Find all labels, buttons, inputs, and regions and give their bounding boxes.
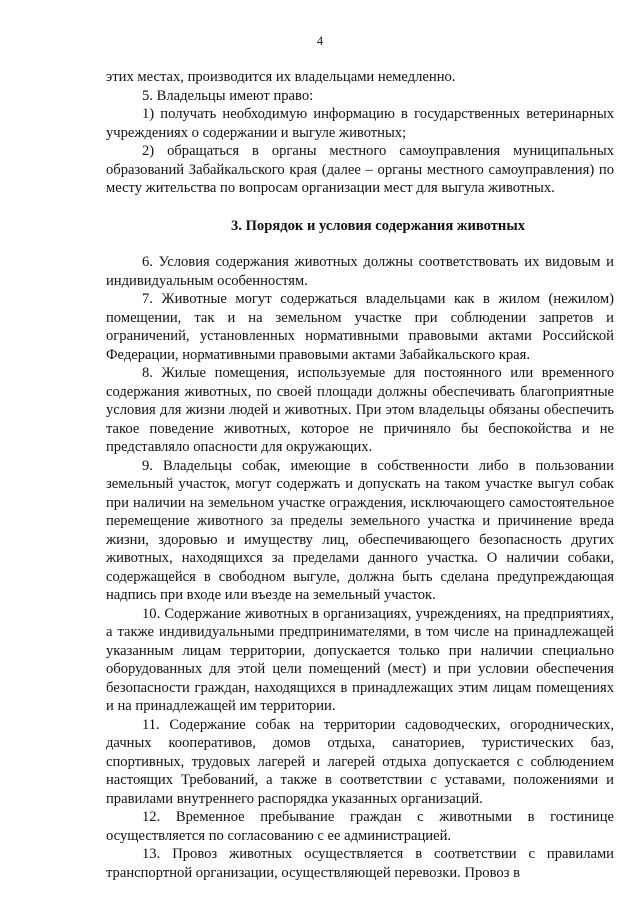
paragraph-5-item-2: 2) обращаться в органы местного самоуправления муниципальных образований Забайкальского края (далее – органы местного самоуправления) по месту жительства по вопросам организации мест для выгула животных. bbox=[106, 143, 614, 196]
paragraph-continuation: этих местах, производится их владельцами немедленно. bbox=[106, 69, 456, 85]
paragraph-6: 6. Условия содержания животных должны соответствовать их видовым и индивидуальным особенностям. bbox=[106, 254, 614, 289]
paragraph-11: 11. Содержание собак на территории садоводческих, огороднических, дачных кооперативов, домов отдыха, санаториев, туристических баз, спортивных, трудовых лагерей и лагерей отдыха допускается с соблюдением настоящих Требований, а также в соответствии с уставами, положениями и правилами внутреннего распорядка указанных организаций. bbox=[106, 716, 614, 807]
paragraph-12: 12. Временное пребывание граждан с животными в гостинице осуществляется по согласованию с ее администрацией. bbox=[106, 809, 614, 844]
paragraph-5: 5. Владельцы имеют право: bbox=[142, 87, 314, 104]
paragraph-8: 8. Жилые помещения, используемые для постоянного или временного содержания животных, по своей площади должны обеспечивать благоприятные условия для жизни людей и животных. При этом владельцы обязаны обеспечить такое поведение животных, которое не причиняло бы беспокойства и не представляло опасности для окружающих. bbox=[106, 365, 614, 455]
paragraph-5-item-1: 1) получать необходимую информацию в государственных ветеринарных учреждениях о содержании и выгуле животных; bbox=[106, 106, 614, 141]
paragraph-10: 10. Содержание животных в организациях, учреждениях, на предприятиях, а также индивидуальными предпринимателями, в том числе на принадлежащей указанным лицам территории, допускается только при наличии специально оборудованных для этой цели помещений (мест) и при условии обеспечения безопасности граждан, находящихся в принадлежащих этим лицам помещениях и на принадлежащей им территории. bbox=[106, 605, 614, 714]
paragraph-7: 7. Животные могут содержаться владельцами как в жилом (нежилом) помещении, так и на земельном участке при соблюдении запретов и ограничений, установленных нормативными правовыми актами Российской Федерации, нормативными правовыми актами Забайкальского края. bbox=[106, 291, 614, 363]
paragraph-13: 13. Провоз животных осуществляется в соответствии с правилами транспортной организации, осуществляющей перевозки. Провоз в bbox=[106, 846, 614, 881]
section-heading: 3. Порядок и условия содержания животных bbox=[230, 217, 526, 234]
paragraph-9: 9. Владельцы собак, имеющие в собственности либо в пользовании земельный участок, могут содержать и допускать на таком участке выгул собак при наличии на земельном участке ограждения, исключающего самостоятельное перемещение животного за пределы земельного участка и причинение вреда жизни, здоровью и имуществу лиц, обеспечивающего безопасность других животных, находящихся за пределами данного участка. О наличии собаки, содержащейся в свободном выгуле, должна быть сделана предупреждающая надпись при входе или въезде на земельный участок. bbox=[106, 457, 614, 603]
page-number: 4 bbox=[316, 34, 324, 48]
document-body bbox=[106, 68, 614, 882]
